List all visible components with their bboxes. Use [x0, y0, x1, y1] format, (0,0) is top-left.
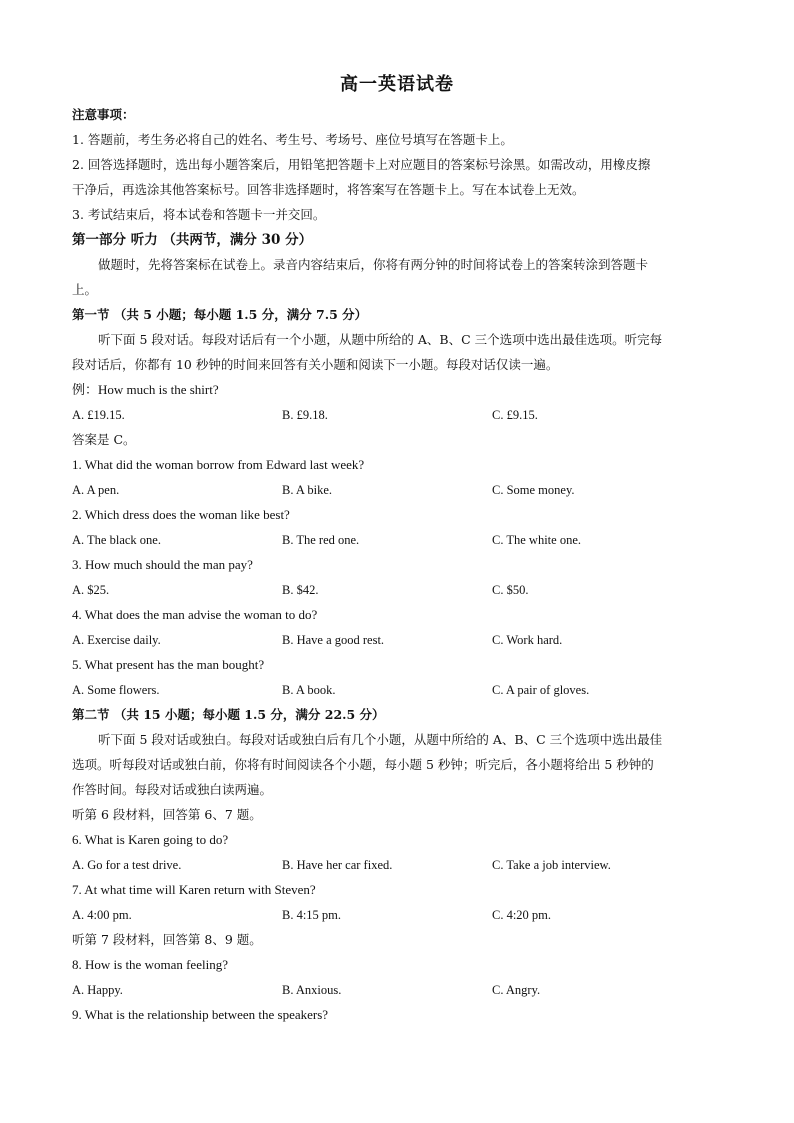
option-a: A. Go for a test drive. [72, 858, 182, 872]
option-c: C. A pair of gloves. [492, 683, 590, 697]
question: 1. What did the woman borrow from Edward last week? [72, 457, 365, 472]
option-b: B. Have her car fixed. [282, 858, 393, 872]
option-b: B. The red one. [282, 533, 360, 547]
option-a: A. $25. [72, 583, 110, 597]
option-c: C. 4:20 pm. [492, 908, 552, 922]
section1-heading: 第一节 （共 5 小题；每小题 1.5 分，满分 7.5 分） [72, 307, 368, 322]
option-b: B. £9.18. [282, 408, 328, 422]
option-a: A. The black one. [72, 533, 161, 547]
option-c: C. Work hard. [492, 633, 563, 647]
option-c: C. The white one. [492, 533, 581, 547]
question: 3. How much should the man pay? [72, 557, 253, 572]
notice-item: 3. 考试结束后，将本试卷和答题卡一并交回。 [72, 207, 326, 222]
option-b: B. 4:15 pm. [282, 908, 342, 922]
material-instruction: 听第 6 段材料，回答第 6、7 题。 [72, 807, 262, 822]
section1-intro: 段对话后，你都有 10 秒钟的时间来回答有关小题和阅读下一小题。每段对话仅读一遍。 [72, 357, 559, 372]
question: 7. At what time will Karen return with Steven? [72, 882, 316, 897]
question: 5. What present has the man bought? [72, 657, 265, 672]
notice-item: 干净后，再选涂其他答案标号。回答非选择题时，将答案写在答题卡上。写在本试卷上无效。 [72, 182, 585, 197]
section2-heading: 第二节 （共 15 小题；每小题 1.5 分，满分 22.5 分） [72, 707, 385, 722]
option-c: C. Take a job interview. [492, 858, 611, 872]
option-a: A. 4:00 pm. [72, 908, 132, 922]
example-answer: 答案是 C。 [72, 432, 136, 447]
part1-intro: 上。 [72, 282, 98, 297]
question: 6. What is Karen going to do? [72, 832, 229, 847]
option-a: A. Happy. [72, 983, 123, 997]
option-a: A. £19.15. [72, 408, 125, 422]
option-a: A. Exercise daily. [72, 633, 161, 647]
option-b: B. $42. [282, 583, 319, 597]
page-title: 高一英语试卷 [340, 74, 454, 95]
option-b: B. A bike. [282, 483, 333, 497]
question: 4. What does the man advise the woman to do? [72, 607, 318, 622]
section2-intro: 选项。听每段对话或独白前，你将有时间阅读各个小题，每小题 5 秒钟；听完后，各小题将给出 5 秒钟的 [72, 757, 654, 772]
option-c: C. Some money. [492, 483, 575, 497]
question: 2. Which dress does the woman like best? [72, 507, 290, 522]
option-a: A. Some flowers. [72, 683, 160, 697]
option-c: C. £9.15. [492, 408, 538, 422]
notice-heading: 注意事项： [72, 107, 135, 122]
option-b: B. A book. [282, 683, 336, 697]
option-a: A. A pen. [72, 483, 120, 497]
section2-intro: 听下面 5 段对话或独白。每段对话或独白后有几个小题，从题中所给的 A、B、C 三个选项中选出最佳 [98, 732, 663, 747]
part1-intro: 做题时，先将答案标在试卷上。录音内容结束后，你将有两分钟的时间将试卷上的答案转涂到答题卡 [98, 257, 649, 272]
material-instruction: 听第 7 段材料，回答第 8、9 题。 [72, 932, 262, 947]
option-c: C. $50. [492, 583, 529, 597]
question: 8. How is the woman feeling? [72, 957, 228, 972]
option-b: B. Anxious. [282, 983, 342, 997]
notice-item: 1. 答题前，考生务必将自己的姓名、考生号、考场号、座位号填写在答题卡上。 [72, 132, 513, 147]
section2-intro: 作答时间。每段对话或独白读两遍。 [72, 782, 273, 797]
example-question: 例：How much is the shirt? [72, 382, 219, 397]
option-c: C. Angry. [492, 983, 541, 997]
notice-item: 2. 回答选择题时，选出每小题答案后，用铅笔把答题卡上对应题目的答案标号涂黑。如需改动，用橡皮擦 [72, 157, 651, 172]
part1-heading: 第一部分 听力 （共两节，满分 30 分） [72, 232, 313, 248]
section1-intro: 听下面 5 段对话。每段对话后有一个小题，从题中所给的 A、B、C 三个选项中选出最佳选项。听完每 [98, 332, 663, 347]
option-b: B. Have a good rest. [282, 633, 385, 647]
question: 9. What is the relationship between the speakers? [72, 1007, 329, 1022]
